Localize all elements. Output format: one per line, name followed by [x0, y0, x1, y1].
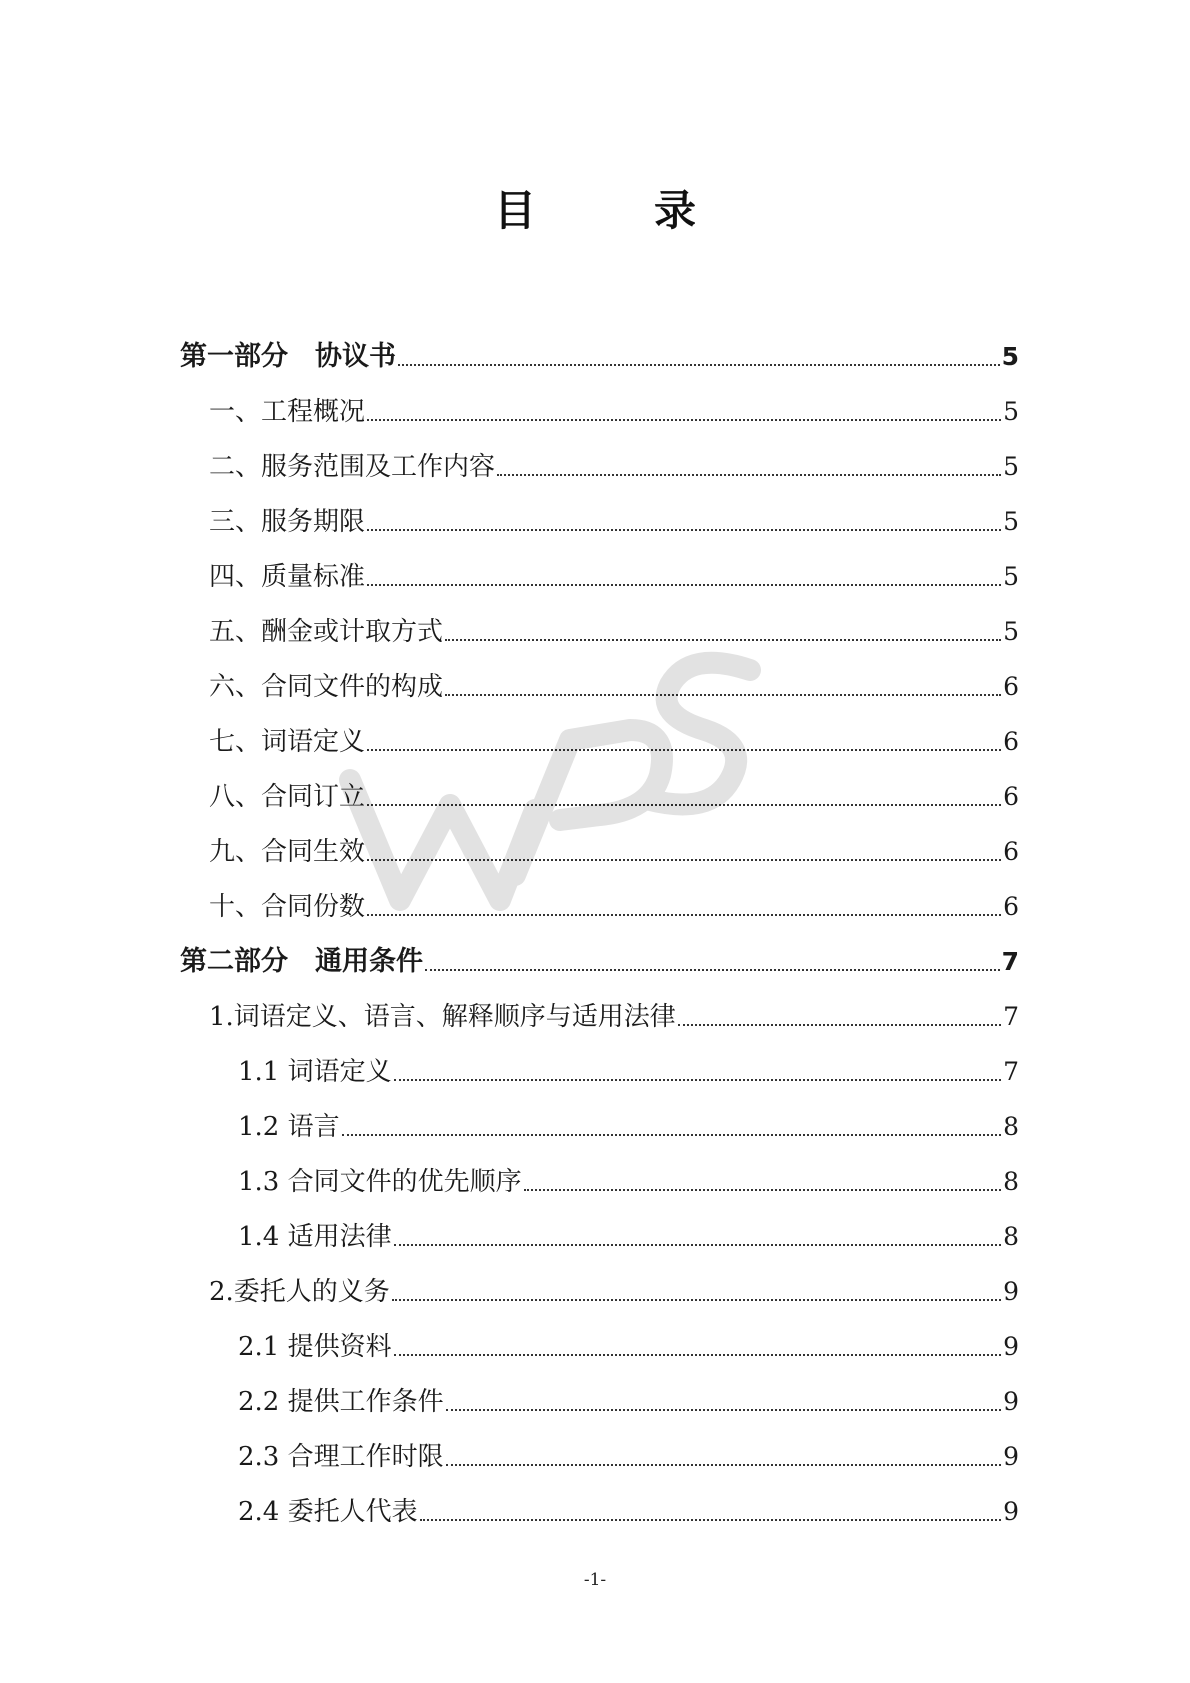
toc-entry-label: 三、服务期限 [209, 507, 366, 537]
toc-entry-page-number: 8 [1003, 1112, 1019, 1141]
toc-entry-label: 1.词语定义、语言、解释顺序与适用法律 [209, 1002, 676, 1032]
toc-entry-page-number: 6 [1003, 727, 1019, 756]
dot-leader [446, 1408, 1001, 1411]
dot-leader [392, 1298, 1001, 1301]
toc-entry-label: 二、服务范围及工作内容 [209, 452, 496, 482]
dot-leader [367, 583, 1001, 586]
dot-leader [445, 638, 1001, 641]
toc-entry-page-number: 9 [1003, 1332, 1019, 1361]
dot-leader [367, 748, 1001, 751]
dot-leader [398, 363, 1000, 366]
toc-entry-label: 六、合同文件的构成 [209, 672, 444, 702]
toc-entry[interactable] [180, 1057, 1019, 1087]
toc-entry[interactable] [180, 1277, 1019, 1307]
toc-entry[interactable] [180, 507, 1019, 537]
toc-entry-page-number: 9 [1003, 1497, 1019, 1526]
dot-leader [367, 528, 1001, 531]
toc-entry-page-number: 8 [1003, 1222, 1019, 1251]
table-of-contents [180, 342, 1019, 1527]
toc-entry[interactable] [180, 1332, 1019, 1362]
dot-leader [425, 968, 1000, 971]
toc-entry[interactable] [180, 1112, 1019, 1142]
toc-entry-page-number: 7 [1003, 1002, 1019, 1031]
toc-entry-page-number: 9 [1003, 1442, 1019, 1471]
page-title: 目 录 [493, 186, 734, 235]
toc-entry[interactable] [180, 342, 1019, 372]
toc-entry-label: 第一部分 协议书 [180, 341, 396, 372]
dot-leader [367, 803, 1001, 806]
toc-entry-label: 四、质量标准 [209, 562, 366, 592]
toc-entry[interactable] [180, 1442, 1019, 1472]
toc-entry-page-number: 5 [1003, 397, 1019, 426]
toc-entry[interactable] [180, 947, 1019, 977]
toc-entry-page-number: 7 [1003, 1057, 1019, 1086]
toc-entry[interactable] [180, 1222, 1019, 1252]
toc-entry[interactable] [180, 1387, 1019, 1417]
toc-entry-page-number: 5 [1003, 452, 1019, 481]
toc-entry-label: 1.1 词语定义 [238, 1057, 392, 1087]
dot-leader [394, 1243, 1001, 1246]
toc-entry[interactable] [180, 452, 1019, 482]
dot-leader [367, 418, 1001, 421]
toc-entry-page-number: 5 [1003, 617, 1019, 646]
toc-entry[interactable] [180, 837, 1019, 867]
toc-entry-label: 九、合同生效 [209, 837, 366, 867]
dot-leader [524, 1188, 1001, 1191]
toc-entry-page-number: 6 [1003, 782, 1019, 811]
toc-entry-label: 2.3 合理工作时限 [238, 1442, 444, 1472]
toc-entry[interactable] [180, 617, 1019, 647]
toc-entry-label: 2.委托人的义务 [209, 1277, 390, 1307]
toc-entry-page-number: 6 [1003, 837, 1019, 866]
toc-entry-page-number: 9 [1003, 1277, 1019, 1306]
toc-entry-page-number: 7 [1001, 947, 1019, 976]
toc-entry-label: 1.2 语言 [238, 1112, 340, 1142]
toc-entry-page-number: 8 [1003, 1167, 1019, 1196]
toc-entry-page-number: 5 [1003, 507, 1019, 536]
toc-entry-label: 八、合同订立 [209, 782, 366, 812]
toc-entry-label: 十、合同份数 [209, 892, 366, 922]
dot-leader [394, 1078, 1001, 1081]
toc-entry[interactable] [180, 1167, 1019, 1197]
dot-leader [497, 473, 1001, 476]
toc-entry-label: 第二部分 通用条件 [180, 946, 423, 977]
toc-entry-page-number: 9 [1003, 1387, 1019, 1416]
toc-entry[interactable] [180, 727, 1019, 757]
toc-entry[interactable] [180, 1002, 1019, 1032]
toc-entry[interactable] [180, 672, 1019, 702]
toc-entry-label: 2.2 提供工作条件 [238, 1387, 444, 1417]
toc-entry-label: 1.3 合同文件的优先顺序 [238, 1167, 522, 1197]
dot-leader [367, 913, 1001, 916]
toc-entry-label: 七、词语定义 [209, 727, 366, 757]
toc-entry-page-number: 6 [1003, 892, 1019, 921]
toc-entry-label: 一、工程概况 [209, 397, 366, 427]
toc-entry[interactable] [180, 892, 1019, 922]
toc-entry-label: 五、酬金或计取方式 [209, 617, 444, 647]
toc-entry[interactable] [180, 1497, 1019, 1527]
dot-leader [446, 1463, 1001, 1466]
dot-leader [367, 858, 1001, 861]
toc-entry-page-number: 6 [1003, 672, 1019, 701]
dot-leader [445, 693, 1001, 696]
page-number-footer: -1- [583, 1570, 607, 1590]
toc-entry[interactable] [180, 397, 1019, 427]
toc-entry-page-number: 5 [1001, 342, 1019, 371]
toc-entry[interactable] [180, 782, 1019, 812]
toc-entry-label: 1.4 适用法律 [238, 1222, 392, 1252]
dot-leader [342, 1133, 1001, 1136]
toc-entry-label: 2.1 提供资料 [238, 1332, 392, 1362]
dot-leader [678, 1023, 1001, 1026]
toc-entry-label: 2.4 委托人代表 [238, 1497, 418, 1527]
toc-entry[interactable] [180, 562, 1019, 592]
toc-entry-page-number: 5 [1003, 562, 1019, 591]
dot-leader [394, 1353, 1001, 1356]
dot-leader [420, 1518, 1001, 1521]
